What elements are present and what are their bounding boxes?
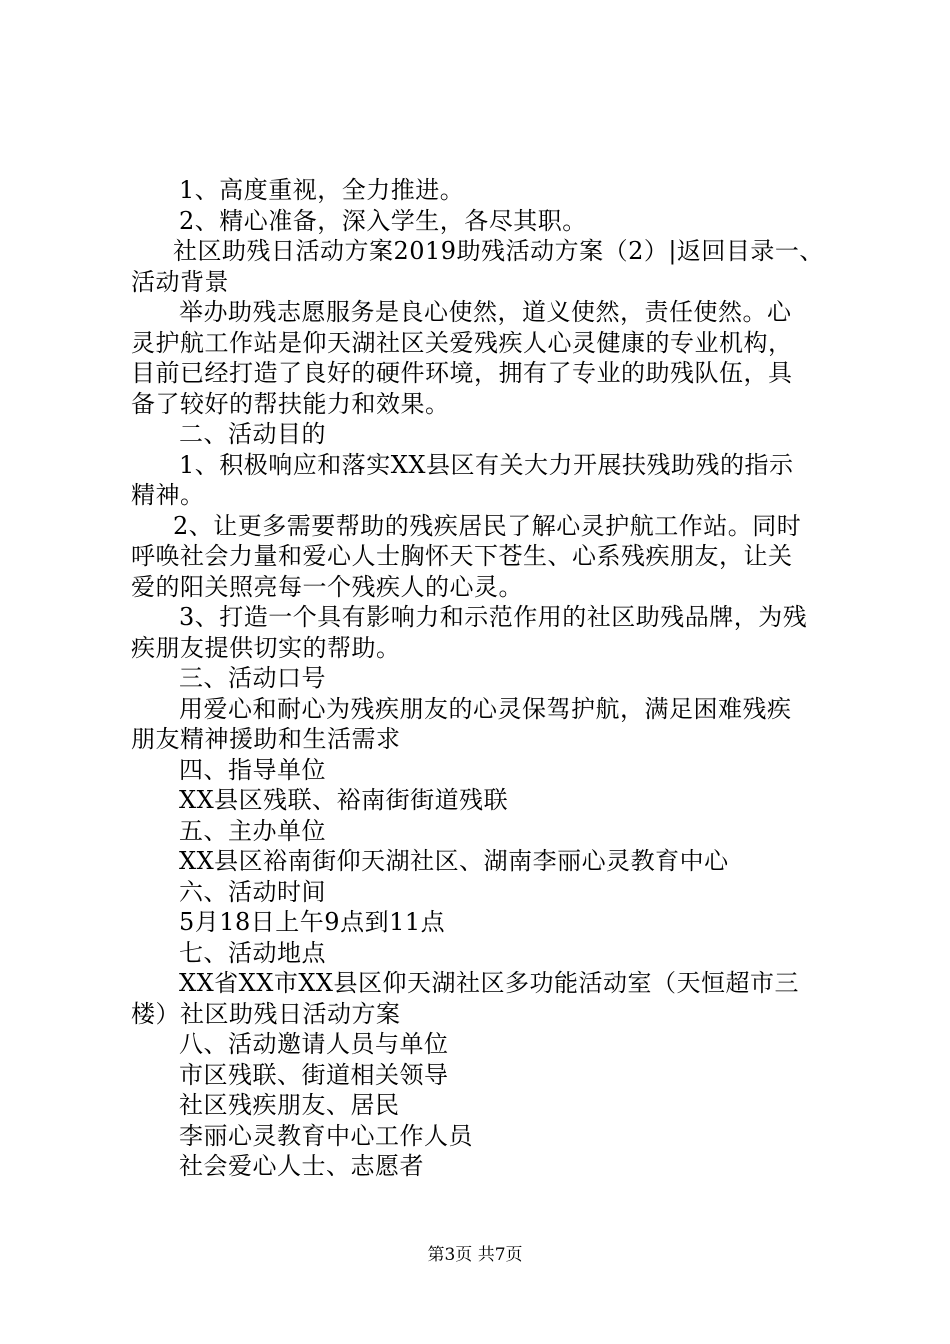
- section-heading: 二、活动目的: [179, 420, 326, 448]
- text-line: 爱的阳关照亮每一个残疾人的心灵。: [131, 572, 523, 601]
- text-line: 社区助残日活动方案2019助残活动方案（2）|返回目录一、: [173, 237, 824, 265]
- text-line: 5月18日上午9点到11点: [179, 908, 446, 936]
- text-line: 1、积极响应和落实XX县区有关大力开展扶残助残的指示: [179, 450, 794, 479]
- text-line: 目前已经打造了良好的硬件环境，拥有了专业的助残队伍，具: [131, 359, 793, 387]
- text-line: 活动背景: [131, 267, 229, 296]
- text-line: 李丽心灵教育中心工作人员: [179, 1121, 473, 1150]
- section-heading: 四、指导单位: [179, 755, 326, 784]
- text-line: 2、让更多需要帮助的残疾居民了解心灵护航工作站。同时: [173, 511, 802, 540]
- text-line: 楼）社区助残日活动方案: [131, 999, 401, 1028]
- text-line: 社会爱心人士、志愿者: [179, 1152, 424, 1180]
- text-line: XX县区残联、裕南街街道残联: [179, 786, 509, 814]
- text-line: 2、精心准备，深入学生，各尽其职。: [179, 206, 587, 235]
- section-heading: 三、活动口号: [179, 664, 326, 692]
- text-line: 朋友精神援助和生活需求: [131, 725, 401, 753]
- text-line: 精神。: [131, 481, 205, 509]
- page-number-footer: 第3页 共7页: [427, 1245, 523, 1265]
- text-line: 1、高度重视，全力推进。: [179, 176, 465, 204]
- text-line: 备了较好的帮扶能力和效果。: [131, 389, 450, 418]
- text-line: 灵护航工作站是仰天湖社区关爱残疾人心灵健康的专业机构，: [131, 328, 793, 357]
- text-line: 社区残疾朋友、居民: [179, 1091, 400, 1119]
- text-line: 疾朋友提供切实的帮助。: [131, 633, 401, 662]
- section-heading: 五、主办单位: [179, 816, 326, 845]
- section-heading: 六、活动时间: [179, 877, 326, 906]
- text-line: 市区残联、街道相关领导: [179, 1060, 449, 1089]
- document-body: [131, 175, 831, 1182]
- text-line: XX省XX市XX县区仰天湖社区多功能活动室（天恒超市三: [179, 969, 800, 997]
- text-line: 3、打造一个具有影响力和示范作用的社区助残品牌，为残: [179, 603, 808, 631]
- section-heading: 八、活动邀请人员与单位: [179, 1030, 449, 1058]
- text-line: 举办助残志愿服务是良心使然，道义使然，责任使然。心: [179, 298, 792, 326]
- section-heading: 七、活动地点: [179, 938, 326, 967]
- text-line: XX县区裕南街仰天湖社区、湖南李丽心灵教育中心: [179, 847, 729, 875]
- text-line: 呼唤社会力量和爱心人士胸怀天下苍生、心系残疾朋友，让关: [131, 542, 793, 570]
- text-line: 用爱心和耐心为残疾朋友的心灵保驾护航，满足困难残疾: [179, 694, 792, 723]
